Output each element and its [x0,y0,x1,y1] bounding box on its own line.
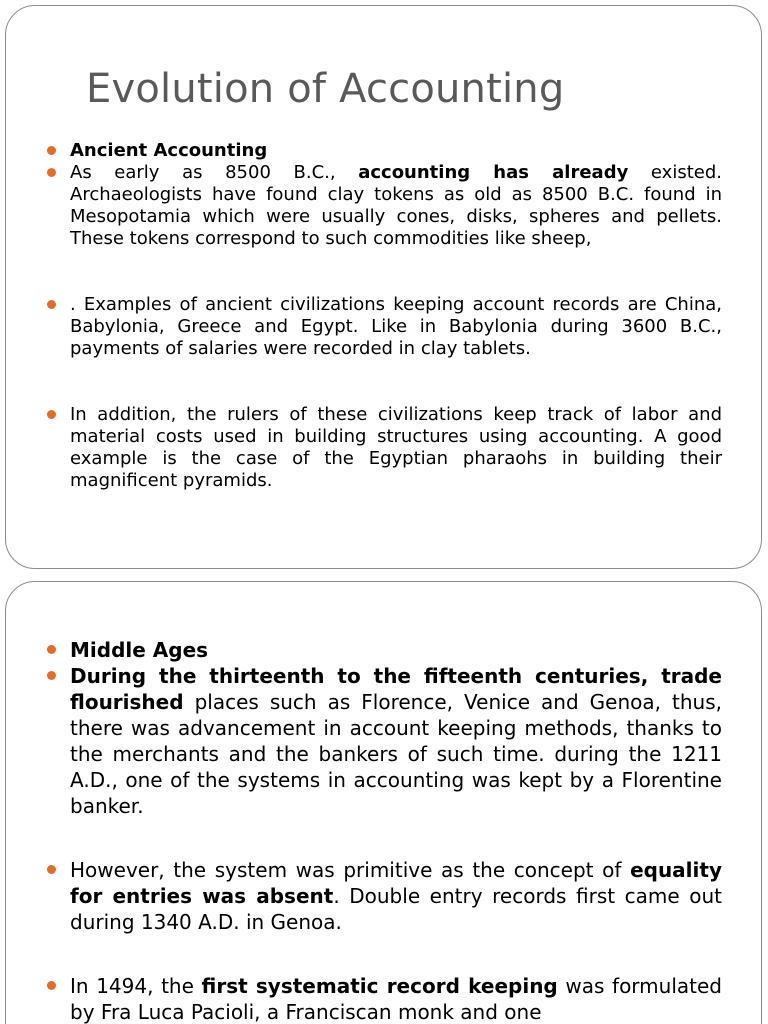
bullet-dot-icon [47,865,56,874]
bullet-item [70,294,722,360]
bullet-bold-text: first systematic record keeping [201,974,558,998]
bullet-text: In 1494, the [70,974,202,998]
bullet-text: was formulated by Fra Luca Pacioli, a Franciscan monk and one [70,974,722,1024]
bullet-dot-icon [47,410,56,419]
slide-2 [5,581,762,1024]
section-heading: Ancient Accounting [70,140,268,161]
bullet-text: . Double entry records first came out during 1340 A.D. in Genoa. [70,884,723,934]
slide-title: Evolution of Accounting [86,66,565,112]
slide-1-bullet-list [70,140,722,492]
bullet-text: places such as Florence, Venice and Genoa, thus, there was advancement in account keeping methods, thanks to the merchants and the bankers of such time. during the 1211 A.D., one of the systems in accounting was kept by a Florentine banker. [70,690,722,818]
bullet-dot-icon [47,146,56,155]
bullet-bold-text: equality for entries was absent [70,858,722,908]
section-heading: Middle Ages [70,638,209,662]
bullet-text: In addition, the rulers of these civilizations keep track of labor and material costs used in building structures using accounting. A good example is the case of the Egyptian pharaohs in building their magnificent pyramids. [70,404,722,491]
bullet-dot-icon [47,300,56,309]
bullet-dot-icon [47,981,56,990]
bullet-text: existed. Archaeologists have found clay tokens as old as 8500 B.C. found in Mesopotamia which were usually cones, disks, spheres and pellets. These tokens correspond to such commodities like sheep, [70,162,722,249]
bullet-item [70,404,722,492]
bullet-item [70,637,722,663]
bullet-item [70,973,722,1024]
bullet-bold-text: accounting has already [358,162,629,183]
bullet-bold-text: During the thirteenth to the fifteenth centuries, trade flourished [70,664,722,714]
bullet-dot-icon [47,645,56,654]
bullet-item [70,857,722,935]
slide-2-bullet-list [70,637,722,1024]
bullet-item [70,140,722,162]
bullet-item [70,663,722,819]
bullet-text: However, the system was primitive as the concept of [70,858,631,882]
bullet-text: As early as 8500 B.C., [70,162,359,183]
bullet-dot-icon [47,168,56,177]
bullet-text: . Examples of ancient civilizations keeping account records are China, Babylonia, Greece and Egypt. Like in Babylonia during 3600 B.C., payments of salaries were recorded in clay tablets. [70,294,722,359]
bullet-item [70,162,722,250]
slide-1 [5,5,762,569]
bullet-dot-icon [47,671,56,680]
